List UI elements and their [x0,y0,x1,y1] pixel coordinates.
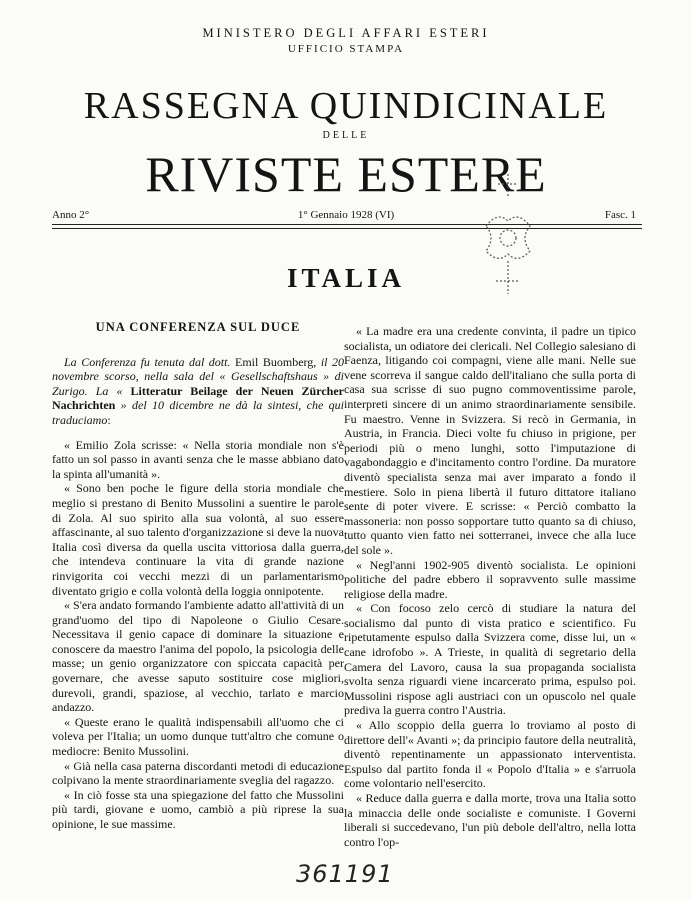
intro-italic-3: » del 10 dicembre ne dà la sintesi, che qui traduciamo [52,398,344,427]
issue-number: Fasc. 1 [604,209,636,221]
title-line-1: RASSEGNA QUINDICINALE [83,85,609,127]
handwritten-inventory-number: 361191 [296,860,394,888]
office-subheader: UFFICIO STAMPA [287,43,405,55]
right-paragraph: « Con focoso zelo cercò di studiare la natura del socialismo dal punto di vista pratico e scientifico. Fu ripetutamente espulso dalla Svizzera come, disse lui, un « cane idrofobo ». A Trieste, in qualità di segretario della Camera del Lavoro, causa la sua propaganda socialista svolta senza riguardi viene incarcerato prima, espulso poi. Mussolini rispose agli austriaci con un opuscolo nel quale prediva la guerra contro l'Austria. [344,601,636,718]
left-paragraph: « Emilio Zola scrisse: « Nella storia mondiale non s'è fatto un sol passo in avanti senza che le masse abbiano dato la spinta all'umanità ». [52,437,344,481]
article-column-right [344,324,636,849]
right-paragraph: « Negl'anni 1902-905 diventò socialista. Le opinioni politiche del padre ebbero il sopravvento sulle massime religiose della madre. [344,557,636,601]
right-paragraph: « La madre era una credente convinta, il padre un tipico socialista, un odiatore dei clericali. Nel Collegio salesiano di Faenza, litigando coi compagni, viene alle mani. Nelle sue vene scorreva il sangue caldo dell'italiano che sulla porta di casa sua scrisse di suo pugno commoventissime parole, interpreti sincere di un animo straordinariamente sensibile. Fu maestro. Venne in Svizzera. Si recò in Germania, in Austria, in Francia. Dieci volte fu chiuso in prigione, per periodi più o meno lunghi, sotto l'imputazione di vagabondaggio e d'incitamento contro l'ordine. Da muratore diventò specialista senza mai aver imparato a fondo il mestiere. Solo in piena libertà il futuro dittatore italiano sente di poter vivere. E scrisse: « Perciò combatto la massoneria: non posso sopportare tutto quanto sa di chiuso, tutto quanto vien fatto nei sotterranei, invece che alla luce del sole ». [344,324,636,557]
article-intro [52,355,344,428]
intro-end: : [107,412,111,427]
article-heading: UNA CONFERENZA SUL DUCE [95,320,301,334]
left-paragraph: « In ciò fosse sta una spiegazione del fatto che Mussolini più tardi, giovane e uomo, cambiò a più riprese la sua opinione, le sue massime. [52,787,344,831]
header-rule-thick [52,224,642,225]
left-paragraph: « Queste erano le qualità indispensabili all'uomo che ci voleva per l'Italia; un uomo dunque tutt'altro che comune o mediocre: Benito Mussolini. [52,714,344,759]
intro-italic-2: il 20 novembre scorso, nella sala del « Gesellschaftshaus » di Zurigo. La « [52,354,344,398]
header-rule-thin [52,228,642,229]
left-paragraph: « Già nella casa paterna discordanti metodi di educazione colpivano la mente straordinariamente sveglia del ragazzo. [52,758,344,788]
issue-date: 1° Gennaio 1928 (VI) [297,209,395,221]
intro-normal-1: Emil Buomberg, [230,354,317,369]
right-paragraph: « Reduce dalla guerra e dalla morte, trova una Italia sotto la minaccia delle onde socialiste e comuniste. I Governi liberali si succedevano, l'un più debole dell'altro, nella lotta contro l'op- [344,791,636,849]
left-paragraph: « S'era andato formando l'ambiente adatto all'attività di un grand'uomo del tipo di Napoleone o Giulio Cesare. Necessitava il genio capace di dominare la situazione e conoscere da maestro l'anima del popolo, la psicologia delle masse; un genio organizzatore con spiccata capacità per governare, che avesse saputo sostituire cose migliori, durevoli, grandi, spaziose, al vecchio, tarlato e marcio andazzo. [52,598,344,715]
title-line-2: RIVISTE ESTERE [145,146,547,202]
right-paragraph: « Allo scoppio della guerra lo troviamo al posto di direttore dell'« Avanti »; da principio fautore della neutralità, diventò repentinamente un appassionato interventista. Espulso dal partito fonda il « Popolo d'Italia » e s'arruola come volontario nell'esercito. [344,718,636,791]
article-column-left [52,320,344,832]
intro-italic-1: La Conferenza fu tenuta dal dott. [64,354,231,369]
title-connector: DELLE [322,130,370,141]
issue-year: Anno 2° [52,209,90,221]
intro-bold-title: Litteratur Beilage der Neuen Zürcher Nachrichten [52,383,344,413]
left-paragraph: « Sono ben poche le figure della storia mondiale che meglio si prestano di Benito Mussolini a suentire le parole di Zola. Al suo spirito alla sua volontà, al suo essere affascinante, al suo talento d'organizzazione si deve la nuova Italia così diversa da quella uscita vittoriosa dalla guerra, che intendeva continuare la vita di grande nazione rinvigorita coi vecchi mezzi di un parlamentarismo diventato grigio e colla volontà della loggia onnipotente. [52,481,344,598]
section-title: ITALIA [286,263,406,293]
ministry-header: MINISTERO DEGLI AFFARI ESTERI [202,26,490,40]
